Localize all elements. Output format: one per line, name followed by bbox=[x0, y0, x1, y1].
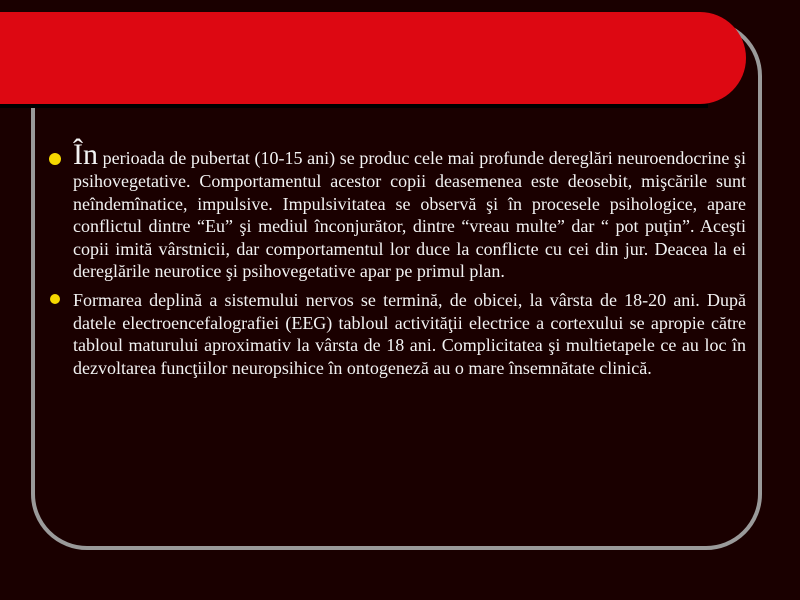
bullet-lead-word: În bbox=[73, 138, 98, 171]
slide-body bbox=[48, 140, 746, 385]
bullet-dot-icon bbox=[50, 294, 60, 304]
title-band bbox=[0, 12, 746, 104]
bullet-item bbox=[48, 140, 746, 283]
bullet-text: perioada de pubertat (10-15 ani) se produc cele mai profunde dereglări neuroendocrine şi psihovegetative. Comportamentul acestor copii deasemenea este deosebit, mişcările sunt neîndemînatice, impulsive. Impulsivitatea se observă şi în procesele psihologice, apare conflictul dintre “Eu” şi mediul înconjurător, dintre “vreau multe” dar “ pot puţin”. Aceşti copii imită vârstnicii, dar comportamentul lor duce la conflicte cu cei din jur. Deacea la ei dereglările neurotice şi psihovegetative apar pe primul plan. bbox=[73, 148, 746, 282]
bullet-text: Formarea deplină a sistemului nervos se termină, de obicei, la vârsta de 18-20 ani. După datele electroencefalografiei (EEG) tabloul activităţii electrice a cortexului se apropie către tabloul maturului aproximativ la vârsta de 18 ani. Complicitatea şi multietapele ce au loc în dezvoltarea funcţiilor neuropsihice în ontogeneză au o mare însemnătate clinică. bbox=[73, 289, 746, 378]
bullet-item bbox=[48, 289, 746, 379]
bullet-dot-icon bbox=[49, 153, 61, 165]
title-underline bbox=[0, 104, 708, 108]
